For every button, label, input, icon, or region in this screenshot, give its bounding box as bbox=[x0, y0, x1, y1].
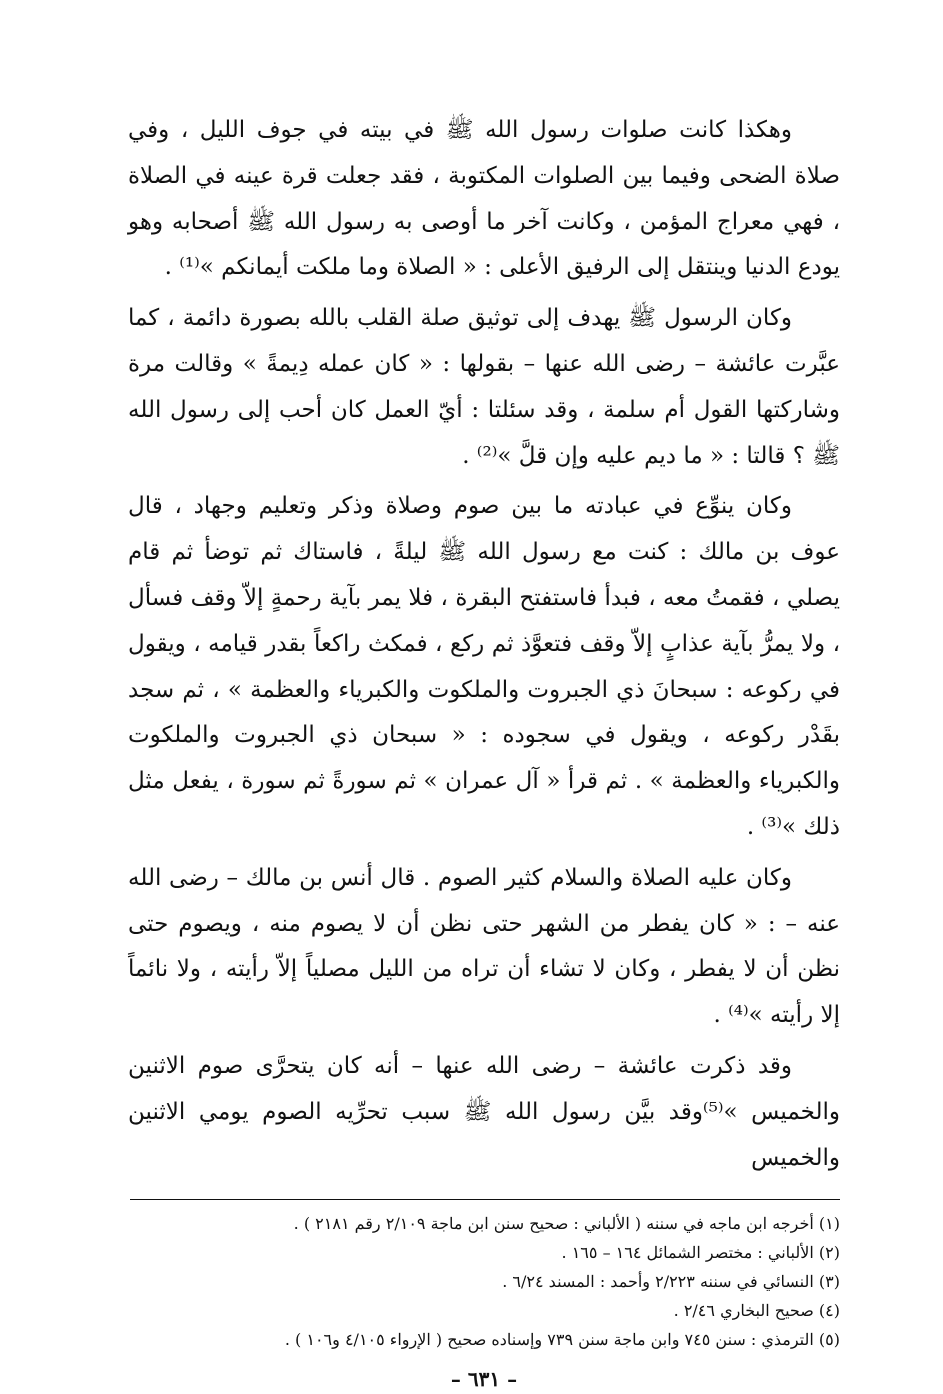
paragraph-monday-thursday: وقد ذكرت عائشة – رضى الله عنها – أنه كان يتحرَّى صوم الاثنين والخميس »⁽⁵⁾وقد بيَّن رسول الله ﷺ سبب تحرِّيه الصوم يومي الاثنين والخميس bbox=[128, 1052, 840, 1171]
footnotes bbox=[128, 1209, 840, 1354]
footnote-4: (٤) صحيح البخاري ٢/٤٦ . bbox=[673, 1301, 840, 1321]
footnote-divider bbox=[130, 1199, 840, 1200]
book-page bbox=[128, 108, 840, 1394]
paragraph-varied-worship: وكان ينوِّع في عبادته ما بين صوم وصلاة وذكر وتعليم وجهاد ، قال عوف بن مالك : كنت مع رسول الله ﷺ ليلةً ، فاستاك ثم توضأ ثم قام يصلي ، فقمتُ معه ، فبدأ فاستفتح البقرة ، فلا يمر بآية رحمةٍ إلاّ وقف فسأل ، ولا يمرُّ بآية عذابٍ إلاّ وقف فتعوَّذ ثم ركع ، فمكث راكعاً بقدر قيامه ، ويقول في ركوعه : سبحانَ ذي الجبروت والملكوت والكبرياء والعظمة » ، ثم سجد بقَدْر ركوعه ، ويقول في سجوده : « سبحان ذي الجبروت والملكوت والكبرياء والعظمة » . ثم قرأ « آل عمران » ثم سورةً ثم سورة ، يفعل مثل ذلك »⁽³⁾ . bbox=[128, 493, 840, 840]
paragraph-fasting: وكان عليه الصلاة والسلام كثير الصوم . قال أنس بن مالك – رضى الله عنه – : « كان يفطر من الشهر حتى نظن أن لا يصوم منه ، ويصوم حتى نظن أن لا يفطر ، وكان لا تشاء أن تراه من الليل مصلياً إلاّ رأيته ، ولا نائماً إلا رأيته »⁽⁴⁾ . bbox=[128, 864, 840, 1029]
footnote-1: (١) أخرجه ابن ماجه في سننه ( الألباني : صحيح سنن ابن ماجة ٢/١٠٩ رقم ٢١٨١ ) . bbox=[293, 1214, 840, 1234]
main-text bbox=[128, 108, 840, 1181]
footnote-3: (٣) النسائي في سننه ٢/٢٢٣ وأحمد : المسند ٦/٢٤ . bbox=[502, 1272, 840, 1292]
footnote-5: (٥) الترمذي : سنن ٧٤٥ وابن ماجة سنن ٧٣٩ وإسناده صحيح ( الإرواء ٤/١٠٥ و١٠٦ ) . bbox=[284, 1330, 840, 1350]
page-number: – ٦٣١ – bbox=[450, 1367, 518, 1392]
paragraph-prayers-of-prophet: وهكذا كانت صلوات رسول الله ﷺ في بيته في جوف الليل ، وفي صلاة الضحى وفيما بين الصلوات المكتوبة ، فقد جعلت قرة عينه في الصلاة ، فهي معراج المؤمن ، وكانت آخر ما أوصى به رسول الله ﷺ أصحابه وهو يودع الدنيا وينتقل إلى الرفيق الأعلى : « الصلاة وما ملكت أيمانكم »⁽¹⁾ . bbox=[128, 117, 840, 281]
footnote-2: (٢) الألباني : مختصر الشمائل ١٦٤ – ١٦٥ . bbox=[561, 1243, 840, 1263]
paragraph-continuous-worship: وكان الرسول ﷺ يهدف إلى توثيق صلة القلب بالله بصورة دائمة ، كما عبَّرت عائشة – رضى الله عنها – بقولها : « كان عمله دِيمةً » وقالت مرة وشاركتها القول أم سلمة ، وقد سئلتا : أيّ العمل كان أحب إلى رسول الله ﷺ ؟ قالتا : « ما ديم عليه وإن قلَّ »⁽²⁾ . bbox=[128, 305, 840, 469]
